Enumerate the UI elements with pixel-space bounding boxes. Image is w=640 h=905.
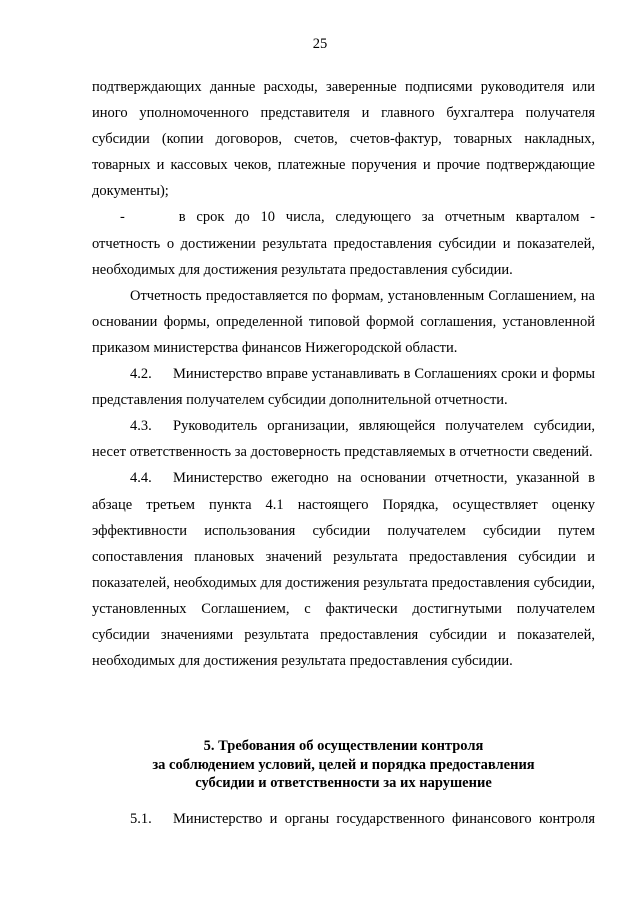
paragraph-4-4: [92, 465, 595, 674]
paragraph-4-3: [92, 413, 595, 465]
clause-number-5-1: 5.1.: [130, 811, 152, 827]
paragraph-5-1: [92, 806, 595, 832]
section-5-heading-line-1: 5. Требования об осуществлении контроля: [203, 738, 484, 754]
paragraph-reporting-forms: Отчетность предоставляется по формам, установленным Соглашением, на основании формы, определенной типовой формой соглашения, установленной приказом министерства финансов Нижегородской области.: [92, 287, 595, 356]
section-5-heading: [92, 737, 595, 793]
clause-number-4-4: 4.4.: [130, 470, 152, 487]
reporting-deadline-text: в срок до 10 числа, следующего за отчетным кварталом - отчетность о достижении результата предоставления субсидии и показателей, необходимых для достижения результата предоставления субсидии.: [92, 209, 595, 278]
clause-text-4-3: Руководитель организации, являющейся получателем субсидии, несет ответственность за достоверность представляемых в отчетности сведений.: [92, 418, 595, 461]
clause-text-4-4: Министерство ежегодно на основании отчетности, указанной в абзаце третьем пункта 4.1 настоящего Порядка, осуществляет оценку эффективности использования субсидии получателем субсидии путем сопоставления плановых значений результата предоставления субсидии и показателей, необходимых для достижения результата предоставления субсидии, установленных Соглашением, с фактически достигнутыми получателем субсидии значениями результата предоставления субсидии и показателей, необходимых для достижения результата предоставления субсидии.: [92, 470, 595, 670]
paragraph-reporting-deadline: [92, 204, 595, 282]
clause-text-5-1: Министерство и органы государственного финансового контроля: [173, 811, 595, 827]
paragraph-supporting-documents: подтверждающих данные расходы, заверенные подписями руководителя или иного уполномоченного представителя и главного бухгалтера получателя субсидии (копии договоров, счетов, счетов-фактур, товарных накладных, товарных и кассовых чеков, платежные поручения и прочие подтверждающие документы);: [92, 79, 595, 200]
list-dash: -: [120, 209, 125, 226]
clause-number-4-3: 4.3.: [130, 418, 152, 435]
document-body: [92, 74, 595, 674]
page-number: 25: [312, 36, 328, 52]
section-5-heading-line-3: субсидии и ответственности за их нарушение: [195, 775, 492, 791]
clause-number-4-2: 4.2.: [130, 366, 152, 383]
section-5-heading-line-2: за соблюдением условий, целей и порядка предоставления: [152, 756, 535, 773]
paragraph-4-2: [92, 361, 595, 413]
clause-text-4-2: Министерство вправе устанавливать в Соглашениях сроки и формы представления получателем субсидии дополнительной отчетности.: [92, 366, 595, 409]
